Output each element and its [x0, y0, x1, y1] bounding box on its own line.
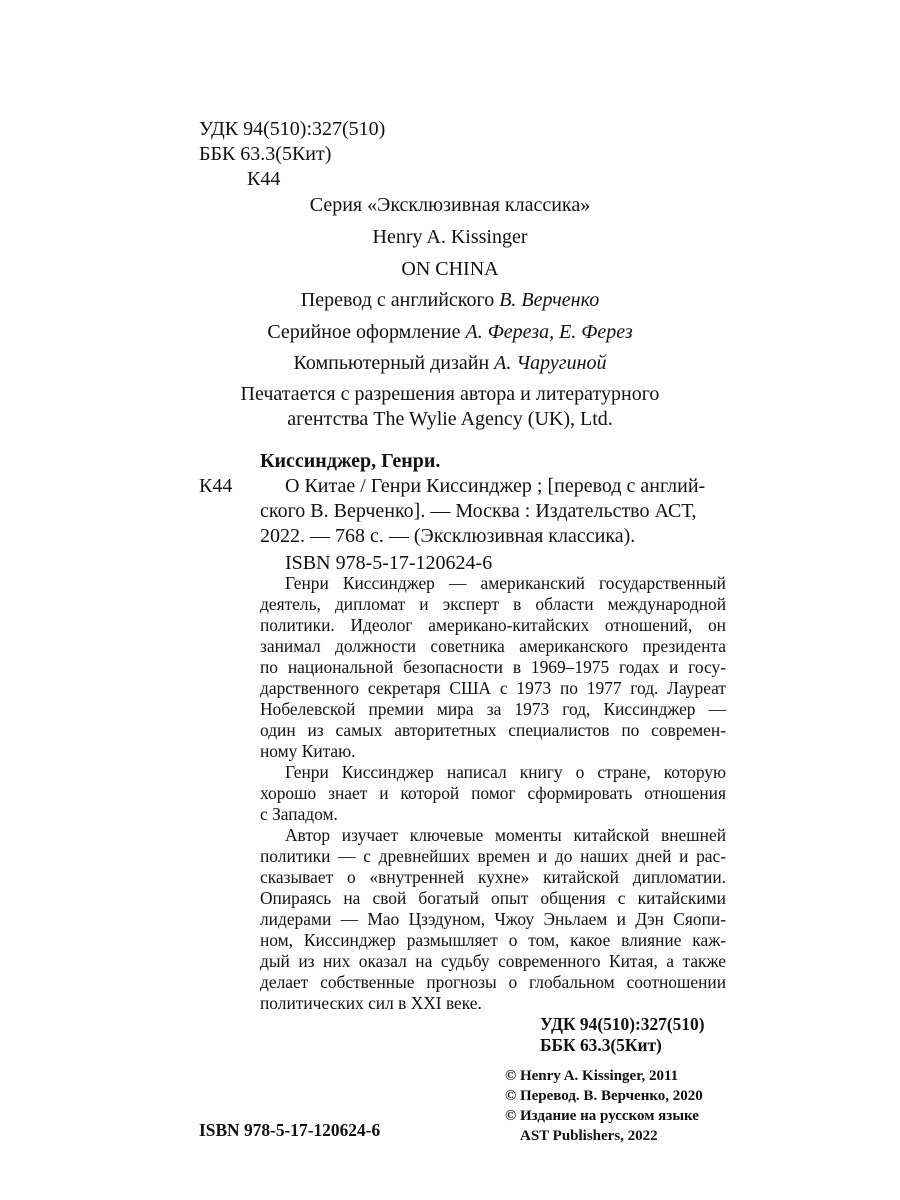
annotation-line: Автор изучает ключевые моменты китайской внешней — [285, 825, 726, 845]
annotation-line: занимал должности советника американского президента — [260, 636, 726, 656]
annotation-paragraph-1 — [260, 573, 726, 762]
footer-udk-code: УДК 94(510):327(510) — [540, 1014, 705, 1034]
computer-design-label: Компьютерный дизайн — [293, 352, 490, 374]
copyright-author: © Henry A. Kissinger, 2011 — [505, 1068, 679, 1084]
permission-line-1: Печатается с разрешения автора и литературного — [240, 383, 660, 405]
translator-name: В. Верченко — [499, 289, 600, 311]
catalog-description-line-1: О Китае / Генри Киссинджер ; [перевод с англий- — [285, 475, 706, 497]
series-line: Серия «Эксклюзивная классика» — [309, 194, 591, 216]
series-design-label: Серийное оформление — [267, 321, 461, 343]
translation-label: Перевод с английского — [300, 289, 495, 311]
annotation-line: ном, Киссинджер размышляет о том, какое влияние каж- — [260, 930, 726, 950]
footer-isbn: ISBN 978-5-17-120624-6 — [199, 1120, 381, 1140]
udk-code: УДК 94(510):327(510) — [199, 118, 386, 140]
annotation-line: один из самых авторитетных специалистов по современ- — [260, 720, 726, 740]
annotation-line: сказывает о «внутренней кухне» китайской дипломатии. — [260, 867, 726, 887]
annotation-line: политики — с древнейших времен и до наших дней и рас- — [260, 846, 726, 866]
annotation-paragraph-2 — [260, 762, 726, 825]
annotation-line: Генри Киссинджер — американский государственный — [285, 573, 726, 593]
original-author: Henry A. Kissinger — [372, 226, 528, 248]
footer-bbk-code: ББК 63.3(5Кит) — [540, 1035, 662, 1055]
annotation-line: ному Китаю. — [260, 741, 356, 761]
annotation-line: Нобелевской премии мира за 1973 год, Киссинджер — — [260, 699, 726, 719]
original-title: ON CHINA — [401, 258, 499, 280]
catalog-isbn: ISBN 978-5-17-120624-6 — [285, 552, 493, 574]
annotation-paragraph-3 — [260, 825, 726, 1014]
annotation-line: политических сил в XXI веке. — [260, 993, 482, 1013]
series-designers: А. Фереза, Е. Ферез — [465, 321, 633, 343]
annotation-line: делает собственные прогнозы о глобальном соотношении — [260, 972, 726, 992]
copyright-edition-line-1: © Издание на русском языке — [505, 1108, 699, 1124]
computer-designer: А. Чаругиной — [494, 352, 607, 374]
copyright-translation: © Перевод. В. Верченко, 2020 — [505, 1088, 703, 1104]
annotation-line: хорошо знает и которой помог сформировать отношения — [260, 783, 726, 803]
annotation-line: Генри Киссинджер написал книгу о стране, которую — [285, 762, 726, 782]
annotation-line: по национальной безопасности в 1969–1975 годах и госу- — [260, 657, 726, 677]
translation-credit — [0, 288, 900, 312]
author-sign: К44 — [247, 168, 281, 190]
catalog-description-line-3: 2022. — 768 с. — (Эксклюзивная классика). — [260, 525, 636, 547]
catalog-sign: К44 — [199, 475, 233, 497]
annotation-line: лидерами — Мао Цзэдуном, Чжоу Эньлаем и Дэн Сяопи- — [260, 909, 726, 929]
annotation-line: с Западом. — [260, 804, 338, 824]
annotation-line: дый из них оказал на судьбу современного Китая, а также — [260, 951, 726, 971]
annotation-line: дарственного секретаря США с 1973 по 1977 год. Лауреат — [260, 678, 726, 698]
annotation-line: деятель, дипломат и эксперт в области международной — [260, 594, 726, 614]
annotation-line: Опираясь на свой богатый опыт общения с китайскими — [260, 888, 726, 908]
permission-line-2: агентства The Wylie Agency (UK), Ltd. — [287, 408, 613, 430]
series-design-credit — [0, 320, 900, 344]
catalog-heading: Киссинджер, Генри. — [260, 450, 441, 472]
bbk-code: ББК 63.3(5Кит) — [199, 143, 332, 165]
annotation-line: политики. Идеолог американо-китайских отношений, он — [260, 615, 726, 635]
catalog-description-line-2: ского В. Верченко]. — Москва : Издательство АСТ, — [260, 500, 697, 522]
copyright-edition-line-2: AST Publishers, 2022 — [520, 1128, 658, 1144]
computer-design-credit — [0, 351, 900, 375]
